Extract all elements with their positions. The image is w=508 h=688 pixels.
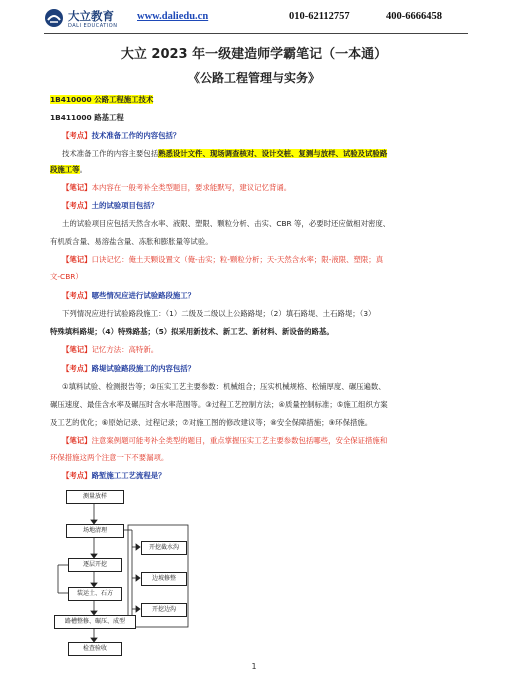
document-title: 大立 2023 年一级建造师学霸笔记（一本通） bbox=[120, 47, 388, 62]
website-link[interactable]: www.daliedu.cn bbox=[137, 11, 209, 22]
flow-step-survey: 测量放样 bbox=[66, 490, 124, 504]
key-point-1: 【考点】技术准备工作的内容包括？ bbox=[62, 131, 181, 140]
answer-3-line-1: 下列情况应进行试验路段施工：（1）二级及二级以上公路路堤；（2）填石路堤、土石路堤；（3） bbox=[62, 309, 376, 318]
flow-step-inspection: 检查验收 bbox=[68, 642, 122, 656]
answer-4-line-3: 及工艺的优化；⑥原始记录、过程记录；⑦对施工图的修改建议等；⑧安全保障措施；⑨环保措施。 bbox=[50, 418, 373, 427]
flow-step-site-clearing: 场地清理 bbox=[66, 524, 124, 538]
page-number: 1 bbox=[251, 662, 257, 671]
answer-3-line-2: 特殊填料路堤；（4）特殊路基；（5）拟采用新技术、新工艺、新材料、新设备的路基。 bbox=[50, 327, 334, 336]
logo-name: 大立教育 bbox=[68, 9, 114, 23]
answer-4-line-2: 碾压速度、最佳含水率及碾压时含水率范围等。③过程工艺控制方法；④质量控制标准；⑤施工组织方案 bbox=[50, 400, 388, 409]
note-4-line-1: 【笔记】注意案例题可能考补全类型的题目，重点掌握压实工艺主要参数包括哪些，安全保证措施和 bbox=[62, 436, 388, 445]
note-3: 【笔记】记忆方法：高特新。 bbox=[62, 345, 159, 354]
cutting-process-flowchart bbox=[46, 485, 246, 660]
answer-2-line-1: 土的试验项目应包括天然含水率、液限、塑限、颗粒分析、击实、CBR 等，必要时还应做相对密度、 bbox=[62, 219, 391, 228]
key-point-2: 【考点】土的试验项目包括？ bbox=[62, 201, 159, 210]
key-point-3: 【考点】哪些情况应进行试验路段施工？ bbox=[62, 291, 196, 300]
logo-subtitle: DALI EDUCATION bbox=[68, 23, 118, 29]
phone-number-2: 400-6666458 bbox=[386, 11, 442, 22]
page-header bbox=[0, 0, 508, 36]
chapter-heading: 1B410000 公路工程施工技术 bbox=[50, 95, 154, 104]
flow-side-intercept-ditch: 开挖截水沟 bbox=[141, 541, 187, 555]
note-2-line-2: 文-CBR） bbox=[50, 272, 83, 281]
dali-logo-icon bbox=[44, 8, 64, 28]
phone-number-1: 010-62112757 bbox=[289, 11, 350, 22]
flow-step-transport: 装运土、石方 bbox=[68, 587, 122, 601]
flow-step-layer-excavation: 逐层开挖 bbox=[68, 558, 122, 572]
answer-4-line-1: ①填料试验、检测报告等；②压实工艺主要参数：机械组合；压实机械规格、松铺厚度、碾压遍数、 bbox=[62, 382, 386, 391]
document-subtitle: 《公路工程管理与实务》 bbox=[187, 71, 320, 85]
answer-2-line-2: 有机质含量、易溶盐含量、冻胀和膨胀量等试验。 bbox=[50, 237, 213, 246]
answer-1-line-1: 技术准备工作的内容主要包括熟悉设计文件、现场调查核对、设计交桩、复测与放样、试验及试验路 bbox=[62, 149, 388, 158]
key-point-4: 【考点】路堤试验路段施工的内容包括？ bbox=[62, 364, 196, 373]
note-1: 【笔记】本内容在一般考补全类型题目，要求能默写，建议记忆背诵。 bbox=[62, 183, 292, 192]
flow-side-slope-trimming: 边坡修整 bbox=[141, 572, 187, 586]
header-divider bbox=[44, 33, 468, 34]
flow-side-side-ditch: 开挖边沟 bbox=[141, 603, 187, 617]
answer-1-line-2: 段施工等。 bbox=[50, 165, 87, 174]
flow-step-subgrade-finishing: 路槽整修、碾压、成型 bbox=[54, 615, 136, 629]
section-heading: 1B411000 路基工程 bbox=[50, 113, 124, 122]
key-point-5: 【考点】路堑施工工艺流程是？ bbox=[62, 471, 166, 480]
logo bbox=[44, 8, 124, 32]
note-2-line-1: 【笔记】口诀记忆：俺土天颗设置文（俺-击实；粒-颗粒分析；天-天然含水率；限-液限、塑限；真 bbox=[62, 255, 384, 264]
note-4-line-2: 环保措施这两个注意一下不要漏项。 bbox=[50, 453, 169, 462]
